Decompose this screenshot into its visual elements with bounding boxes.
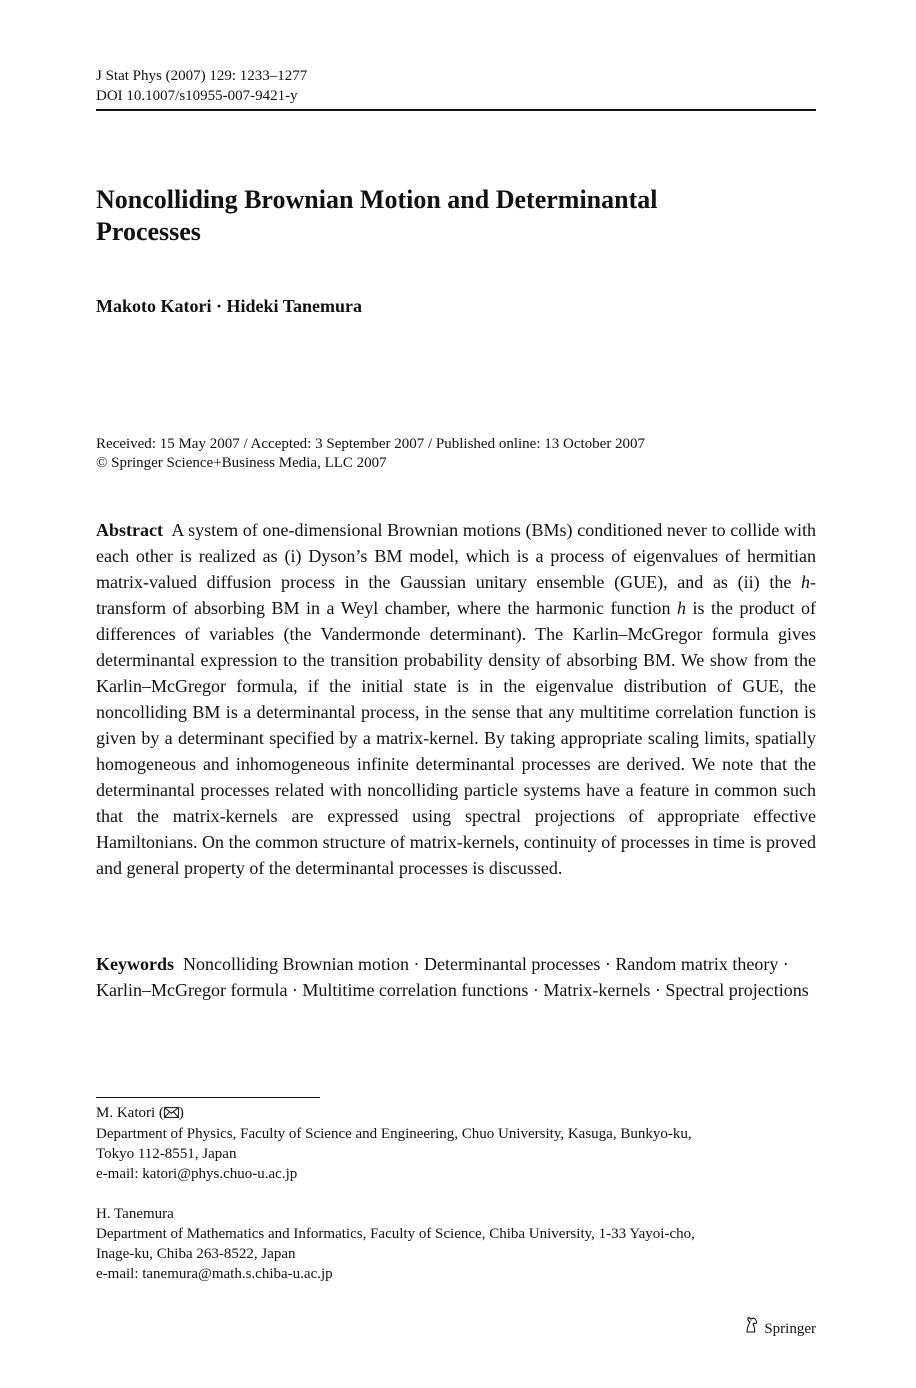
author-separator: · <box>211 296 227 316</box>
doi[interactable]: DOI 10.1007/s10955-007-9421-y <box>96 88 298 104</box>
affiliation-address-2: Tokyo 112-8551, Japan <box>96 1146 237 1162</box>
springer-horse-icon <box>744 1316 760 1341</box>
affiliation-katori <box>96 1103 816 1184</box>
author-tanemura[interactable]: Hideki Tanemura <box>226 296 363 316</box>
envelope-icon[interactable] <box>164 1104 179 1124</box>
header-rule <box>96 109 816 111</box>
keywords-text: Noncolliding Brownian motion · Determinantal processes · Random matrix theory · Karlin–McGregor formula · Multitime correlation functions · Matrix-kernels · Spectral projections <box>96 954 809 1000</box>
author-list <box>96 294 362 318</box>
footnote-rule <box>96 1097 320 1098</box>
abstract <box>96 517 816 881</box>
affiliation-address-1: Department of Physics, Faculty of Science and Engineering, Chuo University, Kasuga, Bunkyo-ku, <box>96 1126 692 1142</box>
title-line-1: Noncolliding Brownian Motion and Determinantal <box>96 185 658 214</box>
copyright-notice: © Springer Science+Business Media, LLC 2007 <box>96 455 387 471</box>
abstract-text-2: -transform of absorbing BM in a Weyl chamber, where the harmonic function <box>96 572 816 618</box>
publisher-logo <box>744 1316 816 1341</box>
publisher-name: Springer <box>764 1320 816 1337</box>
abstract-text-1: A system of one-dimensional Brownian motions (BMs) conditioned never to collide with each other is realized as (i) Dyson’s BM model, which is a process of eigenvalues of hermitian matrix-valued diffusion process in the Gaussian unitary ensemble (GUE), and as (ii) the <box>96 520 816 592</box>
journal-citation: J Stat Phys (2007) 129: 1233–1277 <box>96 68 308 84</box>
author-katori[interactable]: Makoto Katori <box>96 296 212 316</box>
abstract-label: Abstract <box>96 520 163 540</box>
symbol-h-1: h <box>801 572 810 592</box>
affiliation-address-1: Department of Mathematics and Informatics, Faculty of Science, Chiba University, 1-33 Yayoi-cho, <box>96 1226 695 1242</box>
affiliation-email[interactable]: e-mail: tanemura@math.s.chiba-u.ac.jp <box>96 1266 333 1282</box>
affiliation-name: M. Katori <box>96 1105 156 1121</box>
symbol-h-2: h <box>676 598 686 618</box>
journal-header <box>96 66 816 106</box>
history-dates: Received: 15 May 2007 / Accepted: 3 September 2007 / Published online: 13 October 2007 <box>96 436 646 452</box>
affiliation-tanemura <box>96 1204 816 1284</box>
title-line-2: Processes <box>96 217 201 246</box>
affiliation-address-2: Inage-ku, Chiba 263-8522, Japan <box>96 1246 296 1262</box>
keywords-label: Keywords <box>96 954 174 974</box>
affiliation-name-line: M. Katori ( ) <box>96 1103 816 1124</box>
article-title <box>96 184 816 248</box>
keywords <box>96 951 816 1003</box>
affiliation-email[interactable]: e-mail: katori@phys.chuo-u.ac.jp <box>96 1166 298 1182</box>
affiliation-name: H. Tanemura <box>96 1206 174 1222</box>
publication-history <box>96 435 645 473</box>
abstract-text-3: is the product of differences of variables (the Vandermonde determinant). The Karlin–McGregor formula gives determinantal expression to the transition probability density of absorbing BM. We show from the Karlin–McGregor formula, if the initial state is in the eigenvalue distribution of GUE, the noncolliding BM is a determinantal process, in the sense that any multitime correlation function is given by a determinant specified by a matrix-kernel. By taking appropriate scaling limits, spatially homogeneous and inhomogeneous infinite determinantal processes are derived. We note that the determinantal processes related with noncolliding particle systems have a feature in common such that the matrix-kernels are expressed using spectral projections of appropriate effective Hamiltonians. On the common structure of matrix-kernels, continuity of processes in time is proved and general property of the determinantal processes is discussed. <box>96 598 816 878</box>
